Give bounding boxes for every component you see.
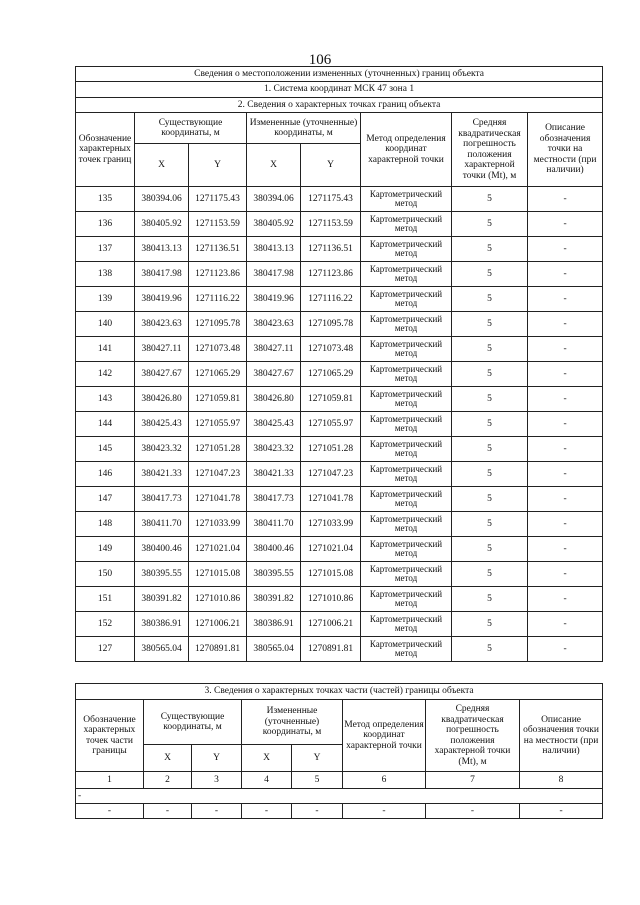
changed-y-cell: 1271006.21	[301, 612, 361, 637]
method-cell: Картометрический метод	[361, 412, 452, 437]
column-number-row	[76, 772, 603, 789]
section-heading: 2. Сведения о характерных точках границ объекта	[76, 98, 603, 113]
changed-y-cell: 1271136.51	[301, 237, 361, 262]
changed-y-cell: 1270891.81	[301, 637, 361, 662]
method-cell: Картометрический метод	[361, 312, 452, 337]
changed-y-cell: 1271033.99	[301, 512, 361, 537]
description-cell: -	[528, 437, 603, 462]
changed-x-cell: 380421.33	[247, 462, 301, 487]
method-cell: Картометрический метод	[361, 462, 452, 487]
header-point: Обозначение характерных точек границ	[76, 113, 135, 187]
col-number: 1	[76, 772, 144, 789]
table-row	[76, 637, 603, 662]
error-value-cell: 5	[452, 562, 528, 587]
method-cell: Картометрический метод	[361, 362, 452, 387]
point-number-cell: 140	[76, 312, 135, 337]
point-number-cell: 148	[76, 512, 135, 537]
table-row	[76, 212, 603, 237]
changed-x-cell: 380400.46	[247, 537, 301, 562]
section-heading-row	[76, 684, 603, 700]
empty-cell: -	[343, 804, 426, 819]
table-row	[76, 437, 603, 462]
existing-x-cell: 380386.91	[135, 612, 189, 637]
section3-heading: 3. Сведения о характерных точках части (частей) границы объекта	[76, 684, 603, 700]
col-number: 3	[192, 772, 242, 789]
existing-y-cell: 1271055.97	[189, 412, 247, 437]
existing-x-cell: 380417.73	[135, 487, 189, 512]
table-row	[76, 187, 603, 212]
method-cell: Картометрический метод	[361, 387, 452, 412]
description-cell: -	[528, 462, 603, 487]
table-row	[76, 287, 603, 312]
error-value-cell: 5	[452, 387, 528, 412]
description-cell: -	[528, 337, 603, 362]
point-number-cell: 147	[76, 487, 135, 512]
existing-x-cell: 380411.70	[135, 512, 189, 537]
changed-x-cell: 380426.80	[247, 387, 301, 412]
col-number: 2	[144, 772, 192, 789]
changed-x-cell: 380391.82	[247, 587, 301, 612]
changed-y-cell: 1271116.22	[301, 287, 361, 312]
empty-row	[76, 804, 603, 819]
header-y-changed: Y	[301, 144, 361, 187]
existing-y-cell: 1271033.99	[189, 512, 247, 537]
existing-x-cell: 380423.63	[135, 312, 189, 337]
existing-y-cell: 1271059.81	[189, 387, 247, 412]
header-row	[76, 700, 603, 745]
changed-x-cell: 380405.92	[247, 212, 301, 237]
description-cell: -	[528, 412, 603, 437]
point-number-cell: 143	[76, 387, 135, 412]
existing-x-cell: 380419.96	[135, 287, 189, 312]
header-x-changed: X	[247, 144, 301, 187]
changed-y-cell: 1271015.08	[301, 562, 361, 587]
existing-y-cell: 1271153.59	[189, 212, 247, 237]
existing-y-cell: 1271047.23	[189, 462, 247, 487]
header-x-existing: X	[144, 745, 192, 772]
error-value-cell: 5	[452, 312, 528, 337]
table-row	[76, 462, 603, 487]
point-number-cell: 127	[76, 637, 135, 662]
coordinate-system-row	[76, 82, 603, 98]
method-cell: Картометрический метод	[361, 587, 452, 612]
table-row	[76, 262, 603, 287]
header-x-changed: X	[242, 745, 292, 772]
error-value-cell: 5	[452, 412, 528, 437]
header-changed: Измененные (уточненные) координаты, м	[247, 113, 361, 144]
point-number-cell: 149	[76, 537, 135, 562]
header-method: Метод определения координат характерной точки	[343, 700, 426, 772]
empty-cell: -	[144, 804, 192, 819]
empty-cell: -	[192, 804, 242, 819]
description-cell: -	[528, 387, 603, 412]
page-number: 106	[308, 52, 332, 68]
changed-x-cell: 380394.06	[247, 187, 301, 212]
point-number-cell: 142	[76, 362, 135, 387]
method-cell: Картометрический метод	[361, 562, 452, 587]
description-cell: -	[528, 312, 603, 337]
existing-y-cell: 1271006.21	[189, 612, 247, 637]
error-value-cell: 5	[452, 637, 528, 662]
empty-cell: -	[426, 804, 520, 819]
changed-x-cell: 380417.98	[247, 262, 301, 287]
coordinate-system: 1. Система координат МСК 47 зона 1	[76, 82, 603, 98]
error-value-cell: 5	[452, 512, 528, 537]
table-row	[76, 337, 603, 362]
existing-x-cell: 380394.06	[135, 187, 189, 212]
error-value-cell: 5	[452, 237, 528, 262]
method-cell: Картометрический метод	[361, 212, 452, 237]
table-row	[76, 387, 603, 412]
changed-x-cell: 380386.91	[247, 612, 301, 637]
col-number: 7	[426, 772, 520, 789]
existing-x-cell: 380427.67	[135, 362, 189, 387]
point-number-cell: 152	[76, 612, 135, 637]
boundary-points-table	[75, 66, 603, 662]
method-cell: Картометрический метод	[361, 287, 452, 312]
existing-x-cell: 380423.32	[135, 437, 189, 462]
existing-y-cell: 1271021.04	[189, 537, 247, 562]
description-cell: -	[528, 512, 603, 537]
description-cell: -	[528, 587, 603, 612]
description-cell: -	[528, 537, 603, 562]
point-number-cell: 150	[76, 562, 135, 587]
changed-x-cell: 380427.11	[247, 337, 301, 362]
existing-x-cell: 380391.82	[135, 587, 189, 612]
description-cell: -	[528, 487, 603, 512]
changed-y-cell: 1271047.23	[301, 462, 361, 487]
point-number-cell: 145	[76, 437, 135, 462]
col-number: 5	[292, 772, 343, 789]
table-row	[76, 562, 603, 587]
part-boundary-table	[75, 683, 603, 819]
changed-x-cell: 380425.43	[247, 412, 301, 437]
description-cell: -	[528, 612, 603, 637]
changed-x-cell: 380423.63	[247, 312, 301, 337]
table-row	[76, 312, 603, 337]
point-number-cell: 137	[76, 237, 135, 262]
point-number-cell: 138	[76, 262, 135, 287]
existing-x-cell: 380417.98	[135, 262, 189, 287]
error-value-cell: 5	[452, 487, 528, 512]
header-error: Средняя квадратическая погрешность положения характерной точки (Mt), м	[426, 700, 520, 772]
empty-cell: -	[292, 804, 343, 819]
method-cell: Картометрический метод	[361, 612, 452, 637]
existing-x-cell: 380425.43	[135, 412, 189, 437]
table-row	[76, 412, 603, 437]
table-row	[76, 512, 603, 537]
changed-x-cell: 380427.67	[247, 362, 301, 387]
point-number-cell: 146	[76, 462, 135, 487]
method-cell: Картометрический метод	[361, 237, 452, 262]
changed-y-cell: 1271059.81	[301, 387, 361, 412]
existing-y-cell: 1271041.78	[189, 487, 247, 512]
col-number: 8	[520, 772, 603, 789]
existing-x-cell: 380427.11	[135, 337, 189, 362]
changed-y-cell: 1271021.04	[301, 537, 361, 562]
header-method: Метод определения координат характерной точки	[361, 113, 452, 187]
section-heading-row	[76, 98, 603, 113]
existing-x-cell: 380395.55	[135, 562, 189, 587]
changed-y-cell: 1271051.28	[301, 437, 361, 462]
changed-x-cell: 380417.73	[247, 487, 301, 512]
error-value-cell: 5	[452, 462, 528, 487]
changed-y-cell: 1271041.78	[301, 487, 361, 512]
existing-y-cell: 1271015.08	[189, 562, 247, 587]
method-cell: Картометрический метод	[361, 262, 452, 287]
existing-y-cell: 1271051.28	[189, 437, 247, 462]
existing-y-cell: 1271095.78	[189, 312, 247, 337]
changed-y-cell: 1271153.59	[301, 212, 361, 237]
point-number-cell: 135	[76, 187, 135, 212]
changed-y-cell: 1271073.48	[301, 337, 361, 362]
empty-cell: -	[76, 804, 144, 819]
changed-y-cell: 1271123.86	[301, 262, 361, 287]
point-number-cell: 141	[76, 337, 135, 362]
method-cell: Картометрический метод	[361, 537, 452, 562]
method-cell: Картометрический метод	[361, 512, 452, 537]
header-error: Средняя квадратическая погрешность положения характерной точки (Mt), м	[452, 113, 528, 187]
header-point: Обозначение характерных точек части границы	[76, 700, 144, 772]
error-value-cell: 5	[452, 262, 528, 287]
header-y-existing: Y	[192, 745, 242, 772]
header-existing: Существующие координаты, м	[135, 113, 247, 144]
header-description: Описание обозначения точки на местности (при наличии)	[528, 113, 603, 187]
description-cell: -	[528, 237, 603, 262]
header-y-existing: Y	[189, 144, 247, 187]
existing-x-cell: 380421.33	[135, 462, 189, 487]
changed-y-cell: 1271095.78	[301, 312, 361, 337]
description-cell: -	[528, 287, 603, 312]
table-row	[76, 587, 603, 612]
changed-x-cell: 380413.13	[247, 237, 301, 262]
changed-x-cell: 380411.70	[247, 512, 301, 537]
description-cell: -	[528, 637, 603, 662]
changed-y-cell: 1271055.97	[301, 412, 361, 437]
table-row	[76, 612, 603, 637]
existing-y-cell: 1271123.86	[189, 262, 247, 287]
error-value-cell: 5	[452, 187, 528, 212]
error-value-cell: 5	[452, 287, 528, 312]
error-value-cell: 5	[452, 337, 528, 362]
table-row	[76, 487, 603, 512]
method-cell: Картометрический метод	[361, 637, 452, 662]
error-value-cell: 5	[452, 612, 528, 637]
description-cell: -	[528, 212, 603, 237]
error-value-cell: 5	[452, 362, 528, 387]
table-row	[76, 537, 603, 562]
point-number-cell: 144	[76, 412, 135, 437]
description-cell: -	[528, 362, 603, 387]
changed-x-cell: 380423.32	[247, 437, 301, 462]
description-cell: -	[528, 562, 603, 587]
existing-y-cell: 1271073.48	[189, 337, 247, 362]
existing-x-cell: 380400.46	[135, 537, 189, 562]
description-cell: -	[528, 187, 603, 212]
header-y-changed: Y	[292, 745, 343, 772]
method-cell: Картометрический метод	[361, 487, 452, 512]
table-title-row	[76, 67, 603, 82]
changed-y-cell: 1271010.86	[301, 587, 361, 612]
error-value-cell: 5	[452, 437, 528, 462]
existing-x-cell: 380565.04	[135, 637, 189, 662]
existing-x-cell: 380405.92	[135, 212, 189, 237]
error-value-cell: 5	[452, 537, 528, 562]
description-cell: -	[528, 262, 603, 287]
col-number: 4	[242, 772, 292, 789]
existing-y-cell: 1271010.86	[189, 587, 247, 612]
changed-x-cell: 380395.55	[247, 562, 301, 587]
table-row	[76, 362, 603, 387]
header-row	[76, 113, 603, 144]
error-value-cell: 5	[452, 587, 528, 612]
header-existing: Существующие координаты, м	[144, 700, 242, 745]
point-number-cell: 139	[76, 287, 135, 312]
dash-row	[76, 789, 603, 804]
col-number: 6	[343, 772, 426, 789]
empty-cell: -	[520, 804, 603, 819]
changed-x-cell: 380565.04	[247, 637, 301, 662]
existing-x-cell: 380413.13	[135, 237, 189, 262]
existing-y-cell: 1270891.81	[189, 637, 247, 662]
header-description: Описание обозначения точки на местности (при наличии)	[520, 700, 603, 772]
error-value-cell: 5	[452, 212, 528, 237]
existing-y-cell: 1271065.29	[189, 362, 247, 387]
dash-cell: -	[76, 789, 603, 804]
method-cell: Картометрический метод	[361, 437, 452, 462]
method-cell: Картометрический метод	[361, 187, 452, 212]
point-number-cell: 151	[76, 587, 135, 612]
existing-y-cell: 1271136.51	[189, 237, 247, 262]
changed-y-cell: 1271065.29	[301, 362, 361, 387]
method-cell: Картометрический метод	[361, 337, 452, 362]
point-number-cell: 136	[76, 212, 135, 237]
existing-y-cell: 1271175.43	[189, 187, 247, 212]
header-changed: Измененные (уточненные) координаты, м	[242, 700, 343, 745]
existing-y-cell: 1271116.22	[189, 287, 247, 312]
existing-x-cell: 380426.80	[135, 387, 189, 412]
header-x-existing: X	[135, 144, 189, 187]
table-row	[76, 237, 603, 262]
table-title: Сведения о местоположении измененных (уточненных) границ объекта	[76, 67, 603, 82]
changed-x-cell: 380419.96	[247, 287, 301, 312]
changed-y-cell: 1271175.43	[301, 187, 361, 212]
empty-cell: -	[242, 804, 292, 819]
